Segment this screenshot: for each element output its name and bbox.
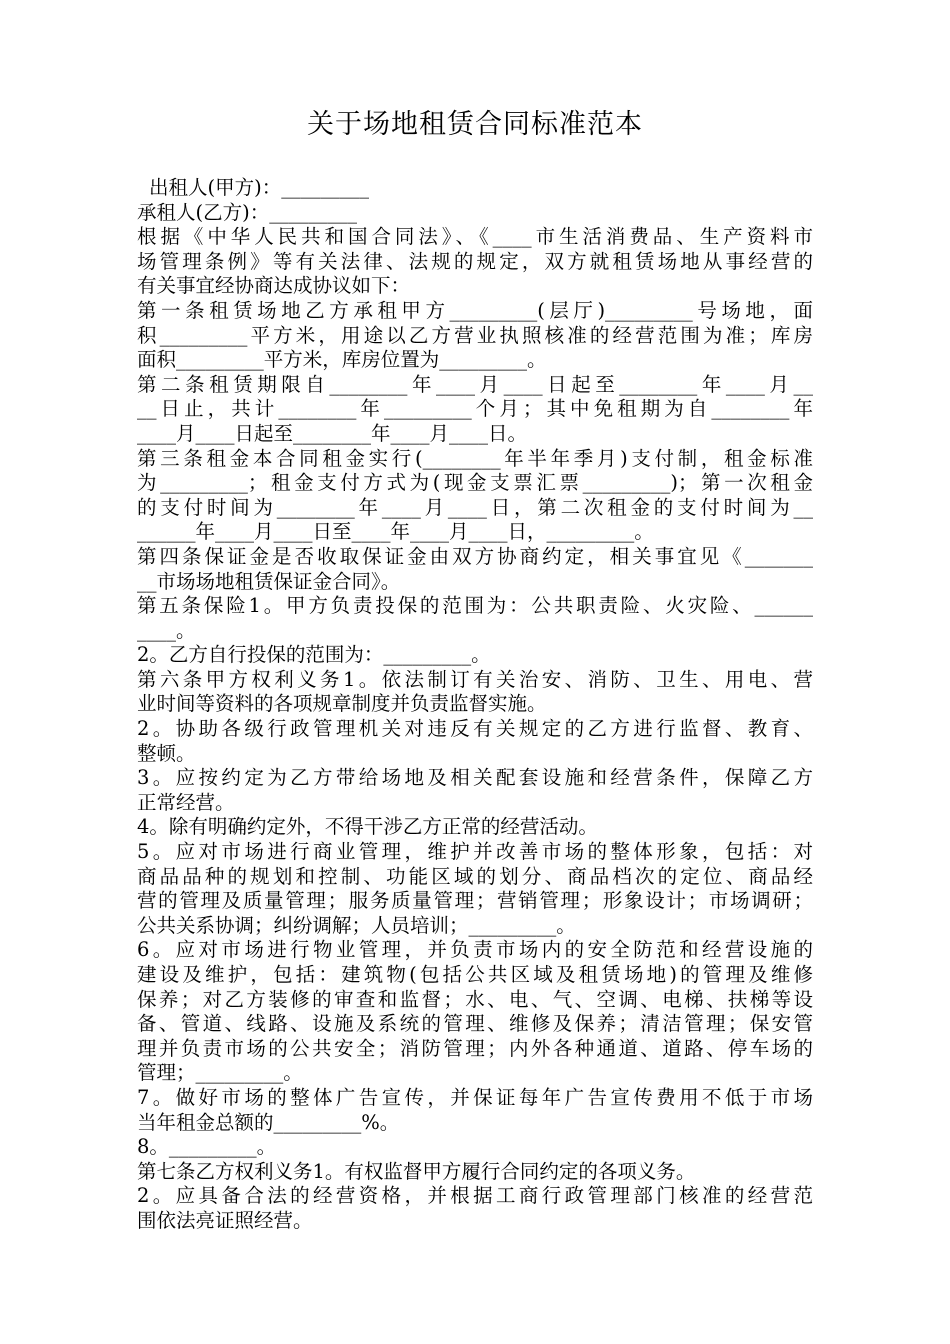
text-line: 8。_________。 <box>137 1135 277 1159</box>
text-line: 当年租金总额的_________%。 <box>137 1110 400 1134</box>
text-line: 管理；_________。 <box>137 1061 303 1085</box>
text-line: 5。应对市场进行商业管理，维护并改善市场的整体形象，包括：对 <box>137 840 813 864</box>
text-line: 第三条租金本合同租金实行(________年半年季月)支付制，租金标准 <box>137 446 813 470</box>
text-line: 备、管道、线路、设施及系统的管理、维修及保养；清洁管理；保安管 <box>137 1012 813 1036</box>
text-line: 3。应按约定为乙方带给场地及相关配套设施和经营条件，保障乙方 <box>137 766 813 790</box>
text-line: 保养；对乙方装修的审查和监督；水、电、气、空调、电梯、扶梯等设 <box>137 987 813 1011</box>
text-line: 公共关系协调；纠纷调解；人员培训；_________。 <box>137 913 576 937</box>
text-line: 第七条乙方权利义务1。有权监督甲方履行合同约定的各项义务。 <box>137 1159 696 1183</box>
text-line: 第五条保险1。甲方负责投保的范围为：公共职责险、火灾险、______ <box>137 594 813 618</box>
text-line: __市场场地租赁保证金合同》。 <box>137 569 401 593</box>
text-line: 营的管理及质量管理；服务质量管理；营销管理；形象设计；市场调研； <box>137 889 813 913</box>
text-line: 第一条租赁场地乙方承租甲方_________(层厅)_________号场地，面 <box>137 298 813 322</box>
text-line: 为_________；租金支付方式为(现金支票汇票_________)；第一次租金 <box>137 471 813 495</box>
text-line: ______年____月____日至____年____月____日，_________。 <box>137 520 654 544</box>
text-line: 6。应对市场进行物业管理，并负责市场内的安全防范和经营设施的 <box>137 938 813 962</box>
text-line: 围依法亮证照经营。 <box>137 1208 313 1232</box>
text-line: 场管理条例》等有关法律、法规的规定，双方就租赁场地从事经营的 <box>137 249 813 273</box>
text-line: ____。 <box>137 618 196 642</box>
text-line: ____月____日起至________年____月____日。 <box>137 421 528 445</box>
text-line: 2。应具备合法的经营资格，并根据工商行政管理部门核准的经营范 <box>137 1184 813 1208</box>
text-line: 商品品种的规划和控制、功能区域的划分、商品档次的定位、商品经 <box>137 864 813 888</box>
document-title: 关于场地租赁合同标准范本 <box>307 109 643 140</box>
text-line: 出租人(甲方)：_________ <box>149 176 369 199</box>
text-line: 整顿。 <box>137 741 196 765</box>
text-line: 建设及维护，包括：建筑物(包括公共区域及租赁场地)的管理及维修 <box>137 963 813 986</box>
text-line: 根据《中华人民共和国合同法》、《____市生活消费品、生产资料市 <box>137 225 813 249</box>
text-line: 2。乙方自行投保的范围为：_________。 <box>137 643 491 667</box>
text-line: 2。协助各级行政管理机关对违反有关规定的乙方进行监督、教育、 <box>137 717 813 741</box>
text-line: 积_________平方米，用途以乙方营业执照核准的经营范围为准；库房 <box>137 323 813 347</box>
text-line: 7。做好市场的整体广告宣传，并保证每年广告宣传费用不低于市场 <box>137 1085 813 1109</box>
text-line: 业时间等资料的各项规章制度并负责监督实施。 <box>137 692 547 716</box>
text-line: __日止，共计________年_________个月；其中免租期为自________年 <box>137 397 813 421</box>
document-body <box>137 176 813 1234</box>
text-line: 第四条保证金是否收取保证金由双方协商约定，相关事宜见《_______ <box>137 544 813 568</box>
text-line: 4。除有明确约定外，不得干涉乙方正常的经营活动。 <box>137 815 598 839</box>
text-line: 第二条租赁期限自________年____月____日起至________年____月__ <box>137 372 813 396</box>
text-line: 的支付时间为________年____月____日，第二次租金的支付时间为__ <box>137 495 813 519</box>
text-line: 第六条甲方权利义务1。依法制订有关治安、消防、卫生、用电、营 <box>137 667 813 691</box>
text-line: 面积_________平方米，库房位置为_________。 <box>137 348 547 372</box>
text-line: 有关事宜经协商达成协议如下： <box>137 274 411 298</box>
text-line: 理并负责市场的公共安全；消防管理；内外各种通道、道路、停车场的 <box>137 1036 813 1060</box>
text-line: 正常经营。 <box>137 790 235 814</box>
text-line: 承租人(乙方)：_________ <box>137 200 357 224</box>
